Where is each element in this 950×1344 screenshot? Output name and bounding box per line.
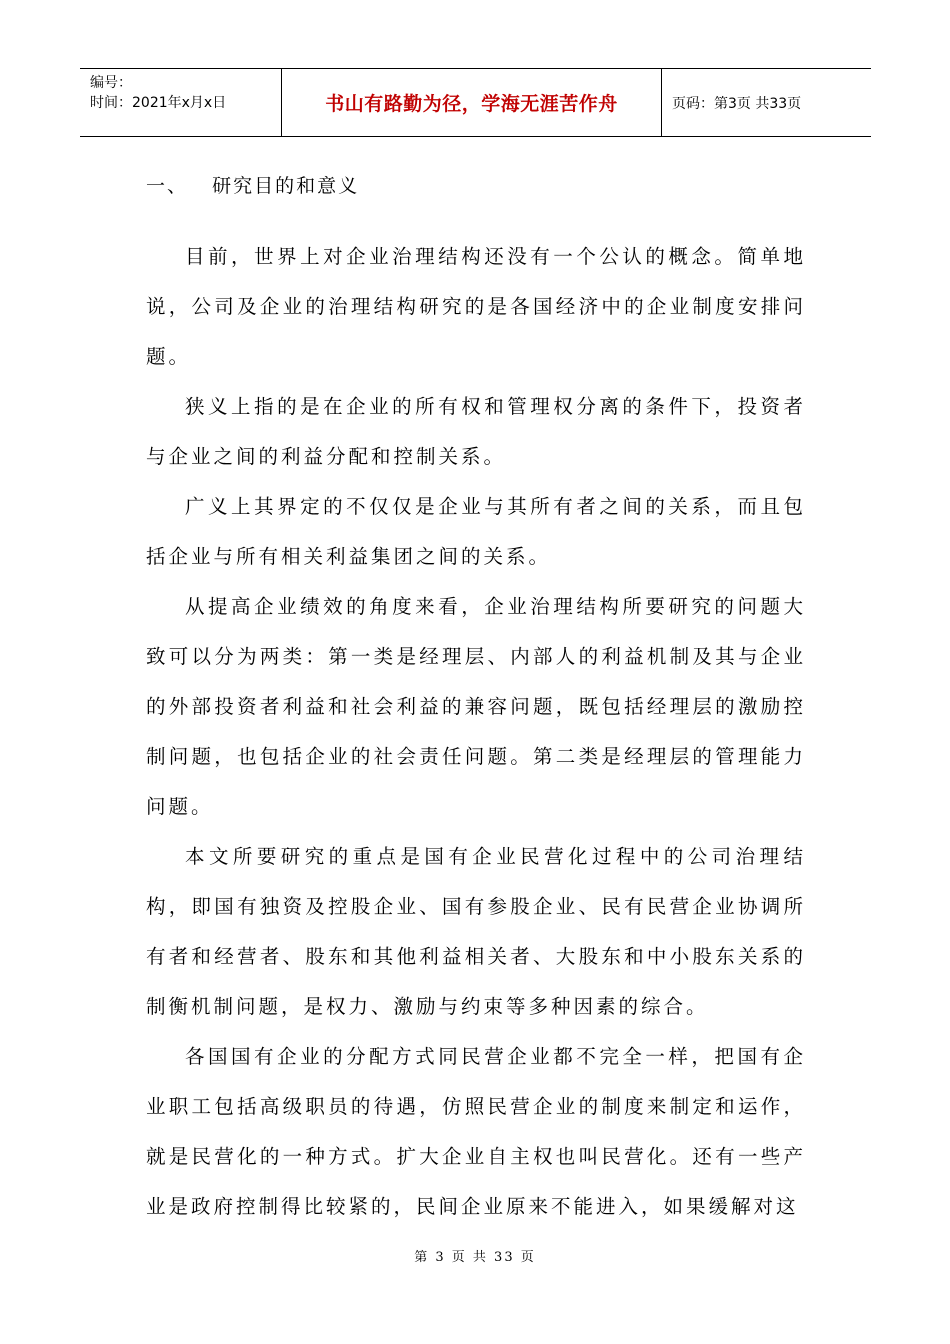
section-heading: 一、 研究目的和意义 bbox=[146, 175, 360, 197]
header-meta bbox=[80, 69, 282, 136]
page-header bbox=[80, 68, 871, 137]
document-date: 时间：2021年x月x日 bbox=[90, 95, 227, 111]
paragraph: 广义上其界定的不仅仅是企业与其所有者之间的关系，而且包括企业与所有相关利益集团之间的关系。 bbox=[146, 495, 806, 568]
header-page-info: 页码：第3页 共33页 bbox=[672, 95, 802, 112]
paragraph: 各国国有企业的分配方式同民营企业都不完全一样，把国有企业职工包括高级职员的待遇，仿照民营企业的制度来制定和运作，就是民营化的一种方式。扩大企业自主权也叫民营化。还有一些产业是政府控制得比较紧的，民间企业原来不能进入，如果缓解对这 bbox=[146, 1045, 806, 1218]
paragraph: 狭义上指的是在企业的所有权和管理权分离的条件下，投资者与企业之间的利益分配和控制关系。 bbox=[146, 395, 806, 468]
paragraph: 本文所要研究的重点是国有企业民营化过程中的公司治理结构，即国有独资及控股企业、国有参股企业、民有民营企业协调所有者和经营者、股东和其他利益相关者、大股东和中小股东关系的制衡机制问题，是权力、激励与约束等多种因素的综合。 bbox=[146, 845, 806, 1018]
header-motto: 书山有路勤为径，学海无涯苦作舟 bbox=[282, 69, 662, 136]
paragraph: 目前，世界上对企业治理结构还没有一个公认的概念。简单地说，公司及企业的治理结构研究的是各国经济中的企业制度安排问题。 bbox=[146, 245, 806, 368]
body-text bbox=[146, 232, 806, 1232]
paragraph: 从提高企业绩效的角度来看，企业治理结构所要研究的问题大致可以分为两类：第一类是经理层、内部人的利益机制及其与企业的外部投资者利益和社会利益的兼容问题，既包括经理层的激励控制问题，也包括企业的社会责任问题。第二类是经理层的管理能力问题。 bbox=[146, 595, 806, 818]
document-number-label: 编号： bbox=[90, 75, 132, 91]
page-footer: 第 3 页 共 33 页 bbox=[414, 1250, 536, 1265]
